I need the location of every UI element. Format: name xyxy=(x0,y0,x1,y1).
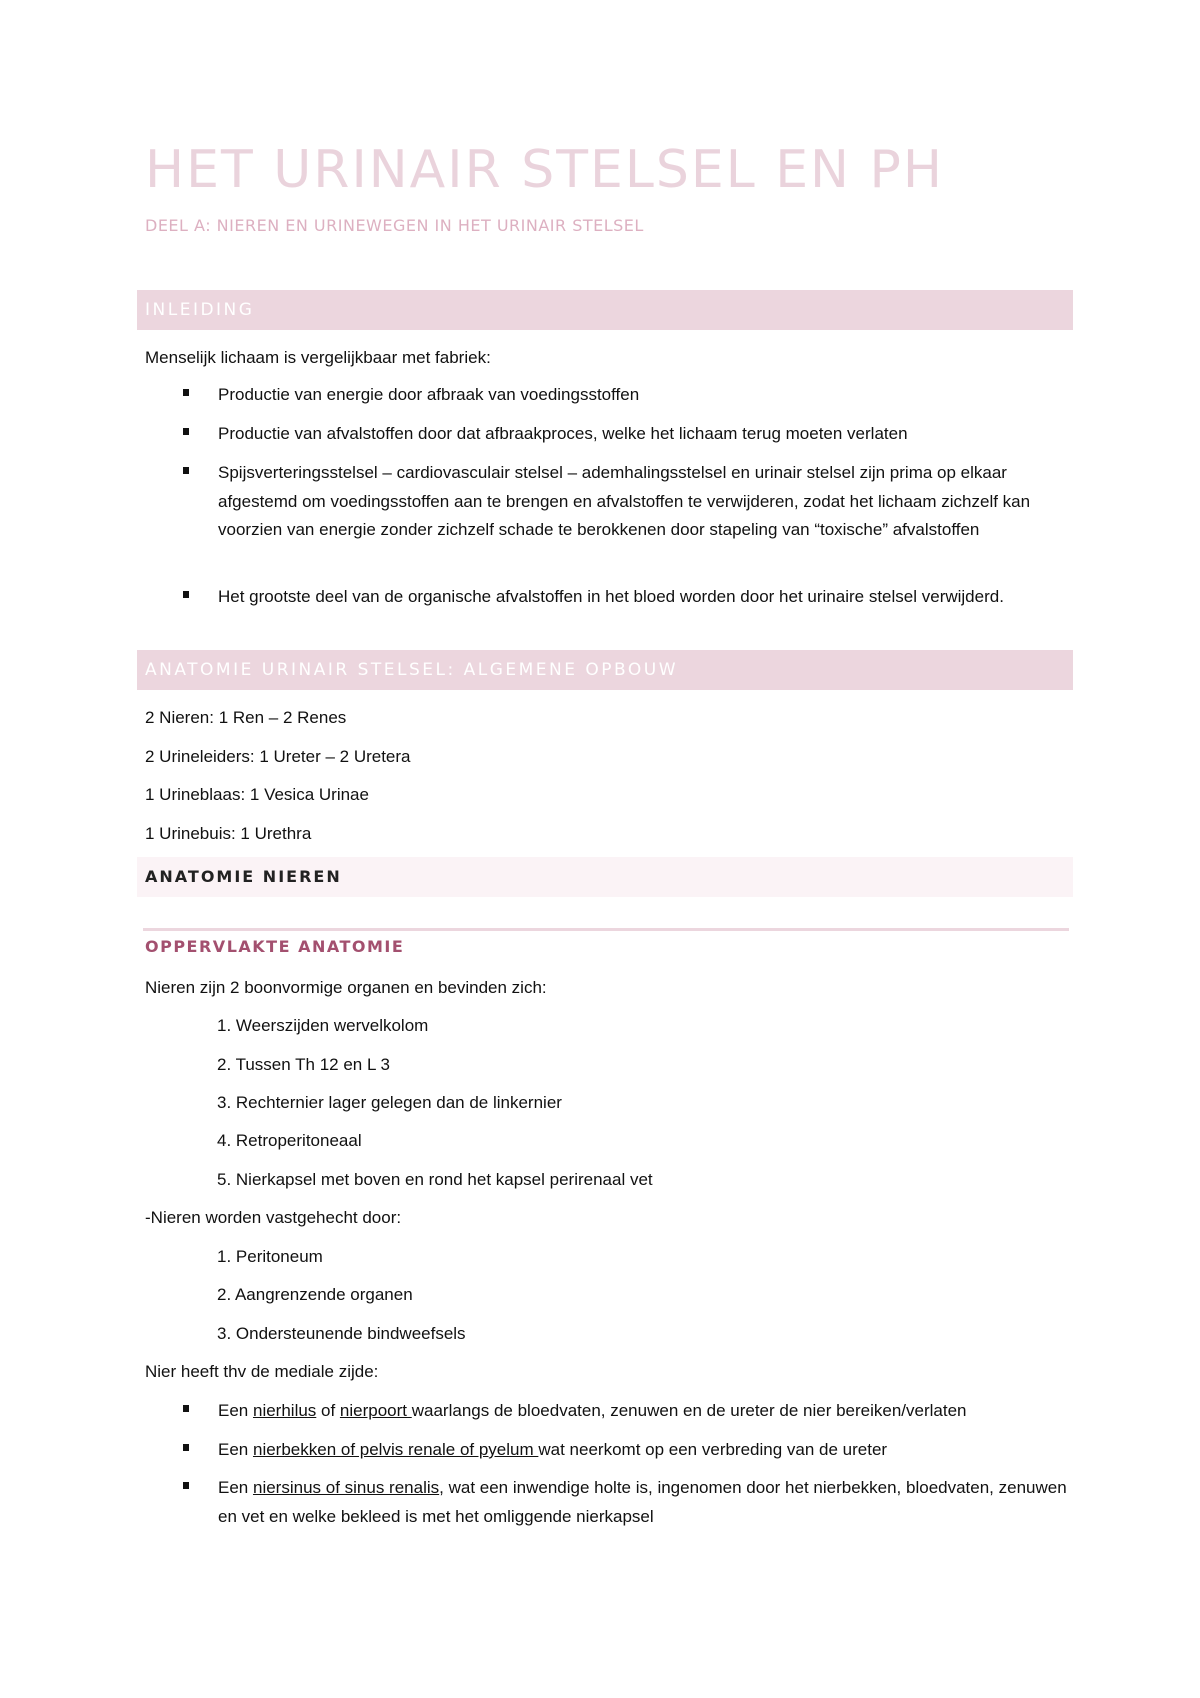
bullet-icon xyxy=(183,389,189,396)
numbered-item: 4. Retroperitoneaal xyxy=(217,1131,362,1150)
anatomie-line: 2 Nieren: 1 Ren – 2 Renes xyxy=(145,708,347,727)
anatomie-line: 1 Urineblaas: 1 Vesica Urinae xyxy=(145,785,369,804)
numbered-item: 5. Nierkapsel met boven en rond het kapsel perirenaal vet xyxy=(217,1170,653,1189)
numbered-item: 2. Tussen Th 12 en L 3 xyxy=(217,1055,390,1074)
sub-heading-oppervlakte: OPPERVLAKTE ANATOMIE xyxy=(145,937,405,956)
nieren-intro: Nieren zijn 2 boonvormige organen en bevinden zich: xyxy=(145,978,547,997)
bullet-icon xyxy=(183,1444,189,1451)
page-subtitle: DEEL A: NIEREN EN URINEWEGEN IN HET URINAIR STELSEL xyxy=(145,216,644,235)
anatomie-line: 2 Urineleiders: 1 Ureter – 2 Uretera xyxy=(145,747,411,766)
bullet-text: Een nierbekken of pelvis renale of pyelum wat neerkomt op een verbreding van de ureter xyxy=(218,1440,888,1459)
section-heading-inleiding: INLEIDING xyxy=(137,290,1073,330)
numbered-item: 1. Peritoneum xyxy=(217,1247,323,1266)
section-heading-anatomie: ANATOMIE URINAIR STELSEL: ALGEMENE OPBOUW xyxy=(137,650,1073,690)
attach-intro: -Nieren worden vastgehecht door: xyxy=(145,1208,402,1227)
page-title: HET URINAIR STELSEL EN PH xyxy=(145,140,944,200)
bullet-icon xyxy=(183,428,189,435)
bullet-icon xyxy=(183,1482,189,1489)
section-heading-anatomie-nieren: ANATOMIE NIEREN xyxy=(137,857,1073,897)
numbered-item: 1. Weerszijden wervelkolom xyxy=(217,1016,429,1035)
bullet-text: Een niersinus of sinus renalis, wat een inwendige holte is, ingenomen door het nierbekken, bloedvaten, zenuwen en vet en welke bekleed is met het omliggende nierkapsel xyxy=(218,1478,1067,1526)
bullet-icon xyxy=(183,591,189,598)
bullet-text: Productie van energie door afbraak van voedingsstoffen xyxy=(218,385,640,404)
bullet-text: Spijsverteringsstelsel – cardiovasculair stelsel – ademhalingsstelsel en urinair stelsel zijn prima op elkaar afgestemd om voedingsstoffen aan te brengen en afvalstoffen te verwijderen, zodat het lichaam zichzelf kan voorzien van energie zonder zichzelf schade te berokkenen door stapeling van “toxische” afvalstoffen xyxy=(218,463,1031,539)
bullet-text: Het grootste deel van de organische afvalstoffen in het bloed worden door het urinaire stelsel verwijderd. xyxy=(218,587,1004,606)
numbered-item: 2. Aangrenzende organen xyxy=(217,1285,413,1304)
bullet-icon xyxy=(183,1405,189,1412)
inleiding-intro: Menselijk lichaam is vergelijkbaar met fabriek: xyxy=(145,348,491,367)
bullet-icon xyxy=(183,467,189,474)
numbered-item: 3. Rechternier lager gelegen dan de linkernier xyxy=(217,1093,562,1112)
medial-intro: Nier heeft thv de mediale zijde: xyxy=(145,1362,379,1381)
bullet-text: Productie van afvalstoffen door dat afbraakproces, welke het lichaam terug moeten verlaten xyxy=(218,424,908,443)
anatomie-line: 1 Urinebuis: 1 Urethra xyxy=(145,824,312,843)
heading-divider xyxy=(143,928,1069,931)
numbered-item: 3. Ondersteunende bindweefsels xyxy=(217,1324,466,1343)
bullet-text: Een nierhilus of nierpoort waarlangs de bloedvaten, zenuwen en de ureter de nier bereiken/verlaten xyxy=(218,1401,967,1420)
